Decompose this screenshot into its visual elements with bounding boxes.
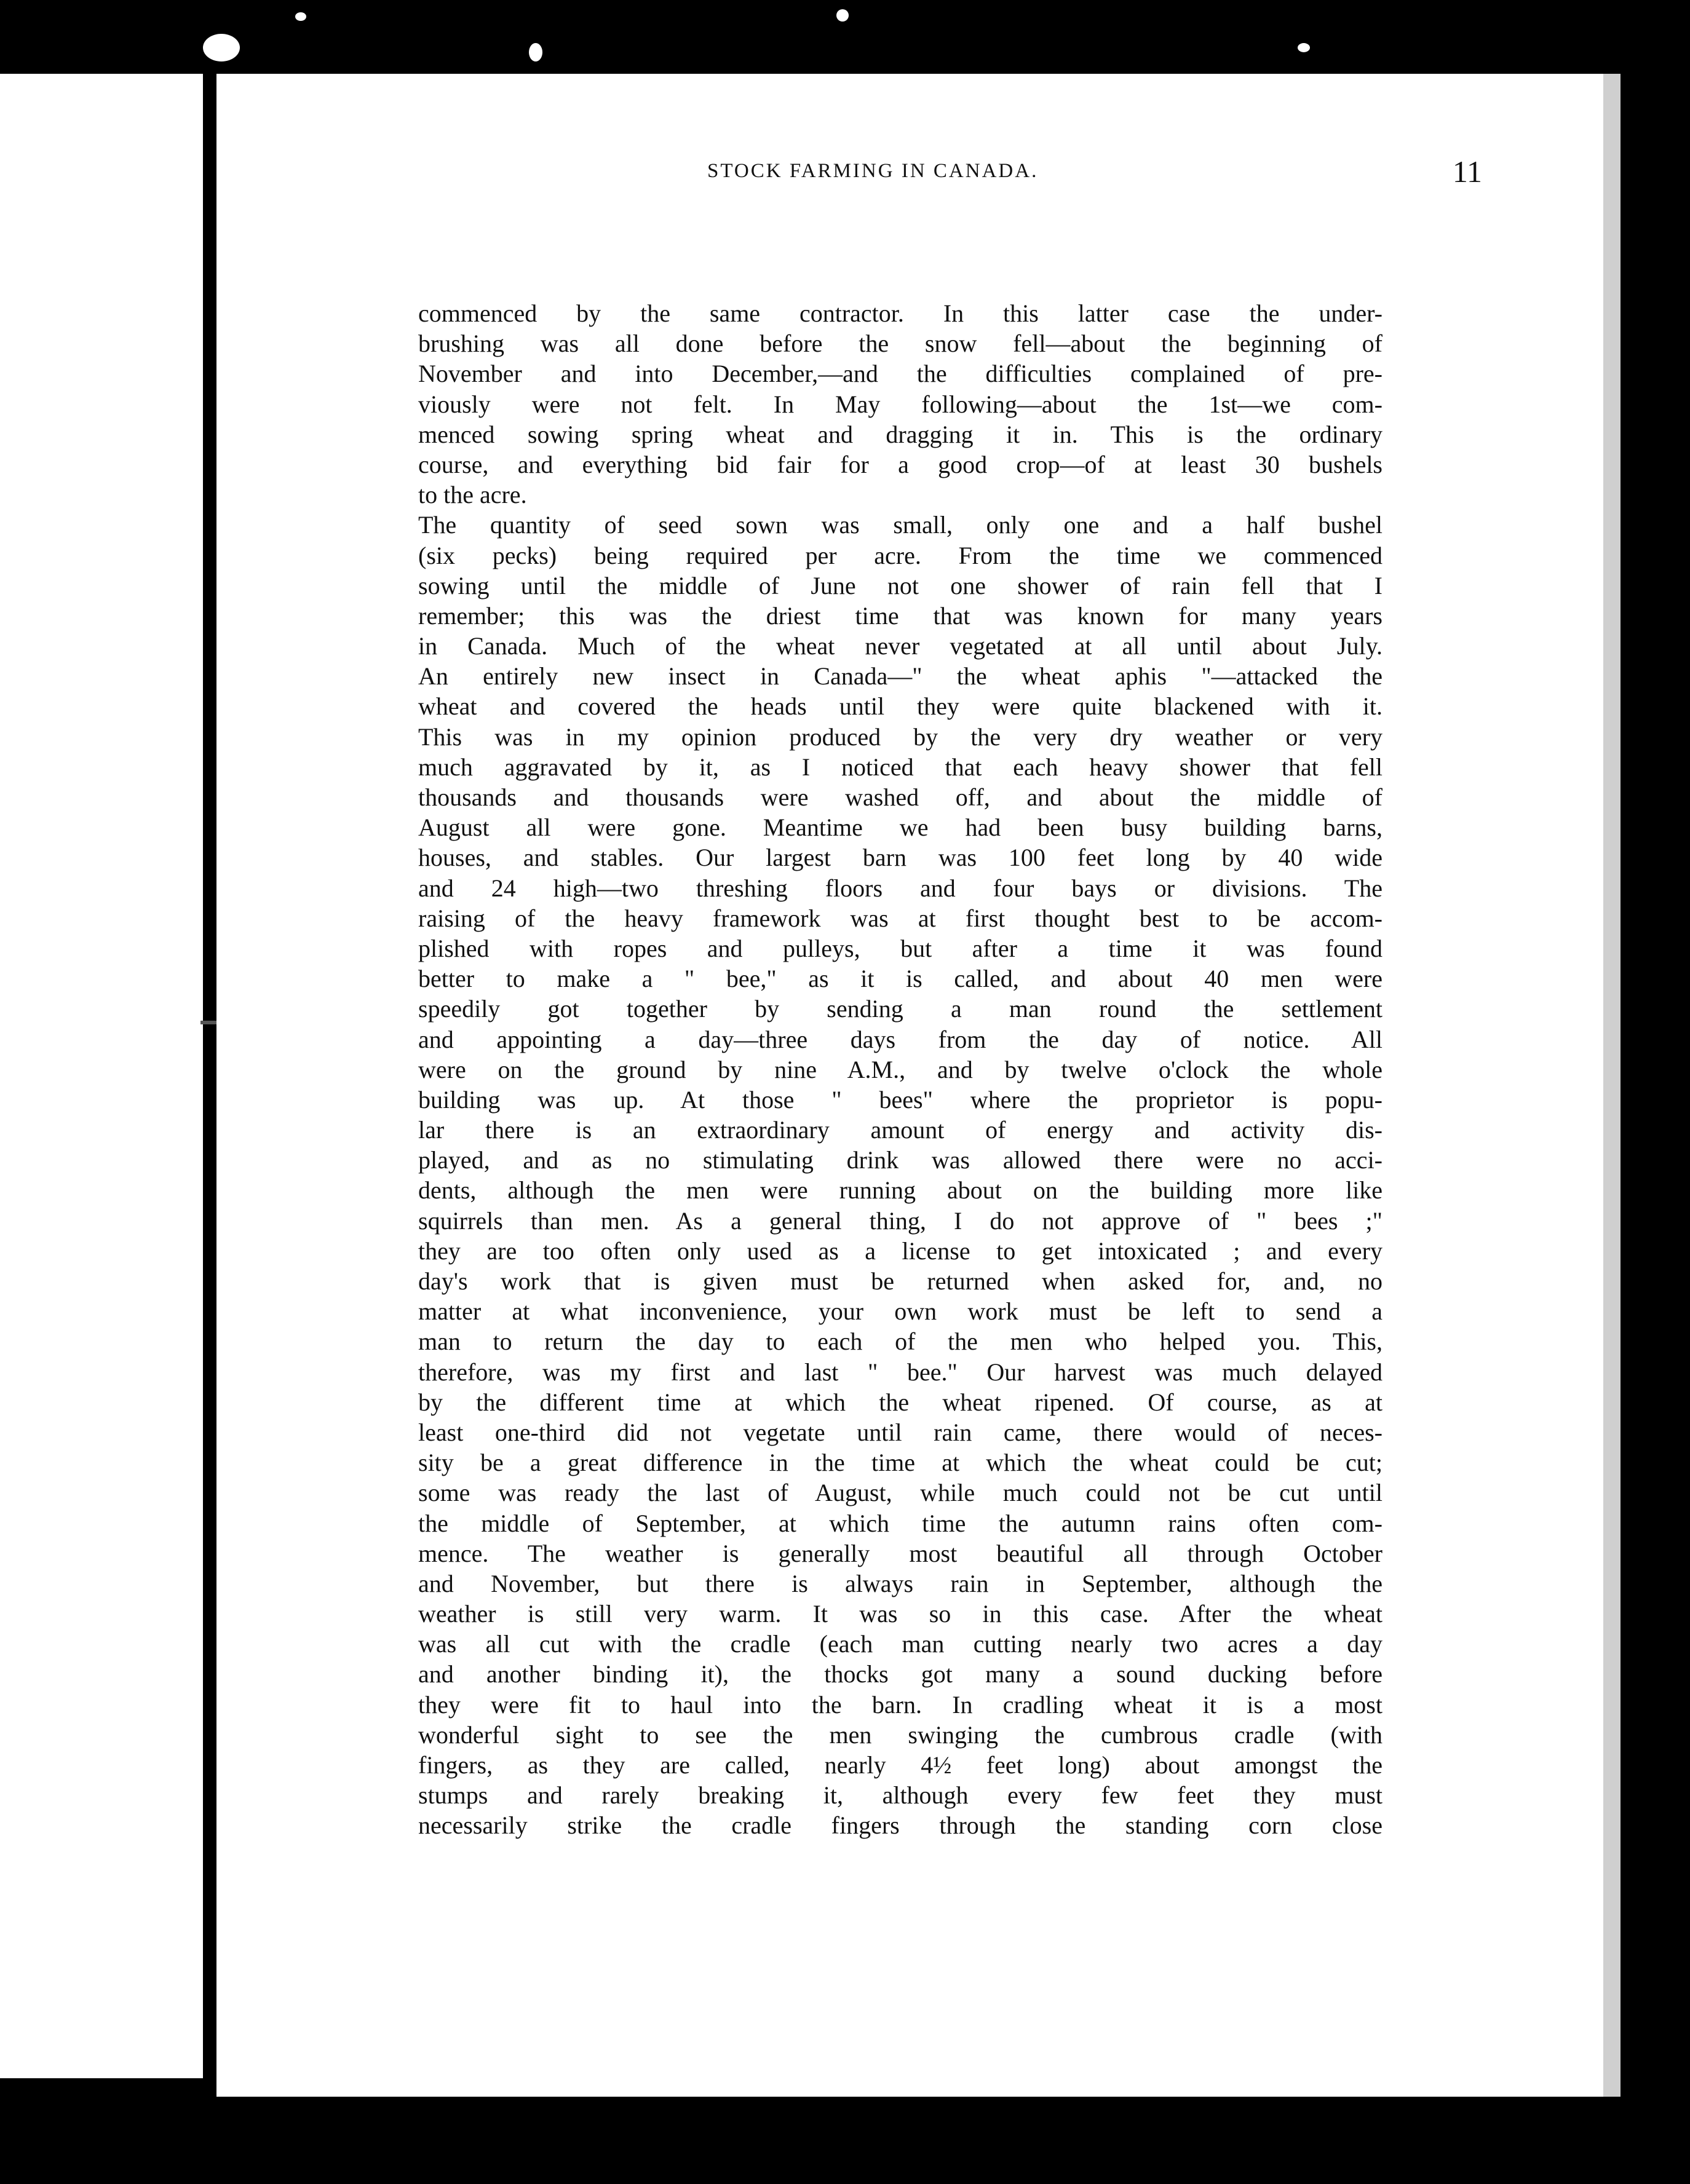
text-line: and 24 high—two threshing floors and four bays or divisions. The [418, 874, 1383, 902]
text-line: (six pecks) being required per acre. From the time we commenced [418, 541, 1383, 569]
text-line: plished with ropes and pulleys, but after a time it was found [418, 934, 1383, 962]
text-line: This was in my opinion produced by the very dry weather or very [418, 722, 1383, 751]
body-text [418, 298, 1383, 1841]
scan-speck [203, 34, 240, 61]
text-line: necessarily strike the cradle fingers through the standing corn close [418, 1811, 1383, 1840]
text-line: in Canada. Much of the wheat never vegetated at all until about July. [418, 632, 1383, 660]
text-line: course, and everything bid fair for a good crop—of at least 30 bushels [418, 450, 1383, 478]
text-line: mence. The weather is generally most beautiful all through October [418, 1539, 1383, 1567]
text-line: by the different time at which the wheat ripened. Of course, as at [418, 1388, 1383, 1416]
text-line: lar there is an extraordinary amount of energy and activity dis- [418, 1116, 1383, 1144]
page-gutter [203, 68, 216, 2091]
page-fore-edge [1603, 74, 1621, 2097]
text-line: some was ready the last of August, while much could not be cut until [418, 1479, 1383, 1507]
text-line: brushing was all done before the snow fell—about the beginning of [418, 330, 1383, 358]
text-line: better to make a " bee," as it is called, and about 40 men were [418, 965, 1383, 993]
text-line: dents, although the men were running about on the building more like [418, 1176, 1383, 1205]
text-line: the middle of September, at which time the autumn rains often com- [418, 1509, 1383, 1537]
text-line: menced sowing spring wheat and dragging it in. This is the ordinary [418, 420, 1383, 448]
text-line: building was up. At those " bees" where the proprietor is popu- [418, 1085, 1383, 1114]
text-line: November and into December,—and the difficulties complained of pre- [418, 360, 1383, 388]
text-line: stumps and rarely breaking it, although every few feet they must [418, 1781, 1383, 1810]
text-line: they were fit to haul into the barn. In cradling wheat it is a most [418, 1690, 1383, 1719]
text-line: sowing until the middle of June not one shower of rain fell that I [418, 571, 1383, 599]
text-line: man to return the day to each of the men who helped you. This, [418, 1327, 1383, 1356]
facing-page-edge [0, 74, 203, 2078]
scan-speck [295, 12, 306, 21]
text-line: much aggravated by it, as I noticed that each heavy shower that fell [418, 753, 1383, 781]
text-line: therefore, was my first and last " bee." Our harvest was much delayed [418, 1358, 1383, 1386]
scan-speck [836, 9, 849, 22]
text-line: and appointing a day—three days from the day of notice. All [418, 1025, 1383, 1053]
text-line: viously were not felt. In May following—about the 1st—we com- [418, 390, 1383, 418]
text-line: were on the ground by nine A.M., and by twelve o'clock the whole [418, 1055, 1383, 1083]
text-line: thousands and thousands were washed off, and about the middle of [418, 783, 1383, 811]
scan-speck [1298, 43, 1310, 52]
running-head: STOCK FARMING IN CANADA. [707, 160, 1039, 182]
text-line: speedily got together by sending a man round the settlement [418, 995, 1383, 1023]
text-line: sity be a great difference in the time at which the wheat could be cut; [418, 1449, 1383, 1477]
text-line: matter at what inconvenience, your own work must be left to send a [418, 1297, 1383, 1326]
text-line: commenced by the same contractor. In this latter case the under- [418, 299, 1383, 327]
text-line: played, and as no stimulating drink was allowed there were no acci- [418, 1146, 1383, 1174]
text-line: weather is still very warm. It was so in this case. After the wheat [418, 1600, 1383, 1628]
text-line: remember; this was the driest time that was known for many years [418, 601, 1383, 630]
text-line: they are too often only used as a license to get intoxicated ; and every [418, 1236, 1383, 1265]
text-line: houses, and stables. Our largest barn was 100 feet long by 40 wide [418, 844, 1383, 872]
text-line: and November, but there is always rain in September, although the [418, 1569, 1383, 1597]
text-line: least one-third did not vegetate until rain came, there would of neces- [418, 1418, 1383, 1446]
page-header [707, 154, 1482, 203]
text-line: The quantity of seed sown was small, only one and a half bushel [418, 511, 1383, 539]
text-line: raising of the heavy framework was at first thought best to be accom- [418, 904, 1383, 932]
scan-speck [529, 43, 542, 61]
text-line: to the acre. [418, 481, 527, 509]
text-line: and another binding it), the thocks got many a sound ducking before [418, 1660, 1383, 1688]
text-line: day's work that is given must be returned when asked for, and, no [418, 1267, 1383, 1295]
text-line: wheat and covered the heads until they were quite blackened with it. [418, 692, 1383, 721]
text-line: was all cut with the cradle (each man cutting nearly two acres a day [418, 1630, 1383, 1658]
text-line: wonderful sight to see the men swinging the cumbrous cradle (with [418, 1720, 1383, 1749]
page-number: 11 [1452, 154, 1482, 189]
text-line: squirrels than men. As a general thing, I do not approve of " bees ;" [418, 1206, 1383, 1235]
text-line: An entirely new insect in Canada—" the wheat aphis "—attacked the [418, 662, 1383, 690]
text-line: August all were gone. Meantime we had been busy building barns, [418, 813, 1383, 842]
text-line: fingers, as they are called, nearly 4½ feet long) about amongst the [418, 1751, 1383, 1779]
